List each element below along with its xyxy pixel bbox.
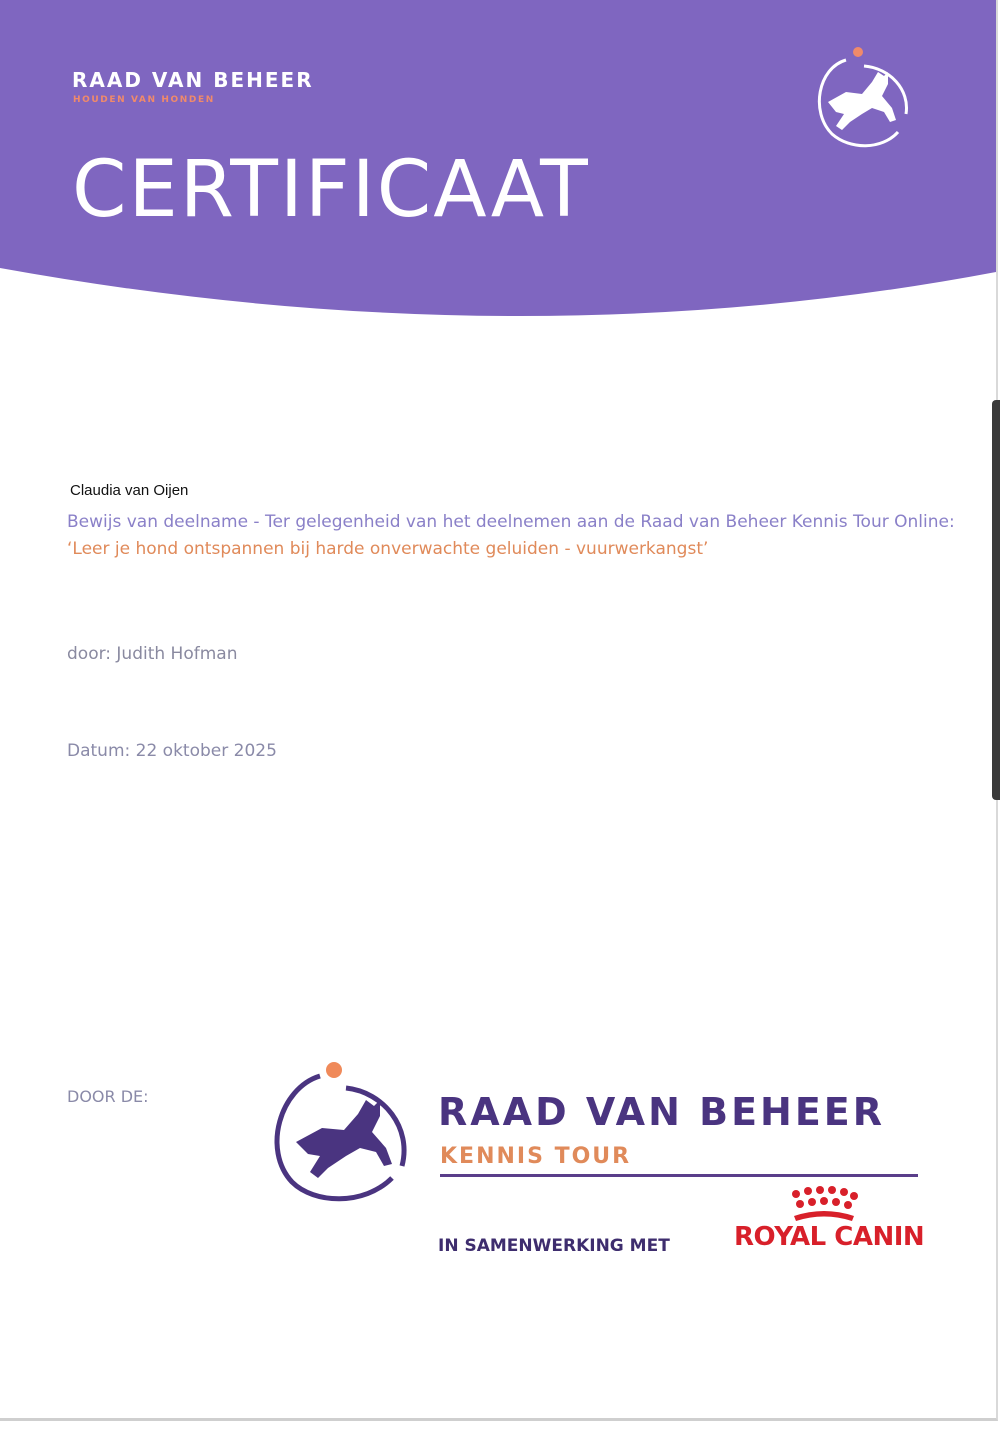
partnership-label: IN SAMENWERKING MET [438,1236,670,1256]
partner-logo [730,1184,925,1256]
brand-divider [440,1174,918,1177]
org-name: RAAD VAN BEHEER [72,68,314,92]
org-tagline: HOUDEN VAN HONDEN [73,95,215,105]
course-title: ‘Leer je hond ontspannen bij harde onverwachte geluiden - vuurwerkangst’ [67,538,709,559]
scrollbar[interactable] [992,400,1000,800]
brand-subtitle: KENNIS TOUR [440,1144,632,1169]
date-line: Datum: 22 oktober 2025 [67,741,277,761]
leaping-dog-icon [806,42,916,152]
recipient-name: Claudia van Oijen [70,482,189,499]
partner-name: ROYAL CANIN [734,1222,925,1252]
statement-text: Bewijs van deelname - Ter gelegenheid van het deelnemen aan de Raad van Beheer Kennis Tour Online: [67,512,955,532]
participation-statement [67,509,957,562]
brand-name: RAAD VAN BEHEER [438,1090,886,1134]
leaping-dog-icon [266,1058,416,1206]
issued-by-label: DOOR DE: [67,1087,149,1106]
presenter-line: door: Judith Hofman [67,644,238,664]
certificate-title: CERTIFICAAT [72,145,590,235]
crown-icon [784,1184,864,1224]
